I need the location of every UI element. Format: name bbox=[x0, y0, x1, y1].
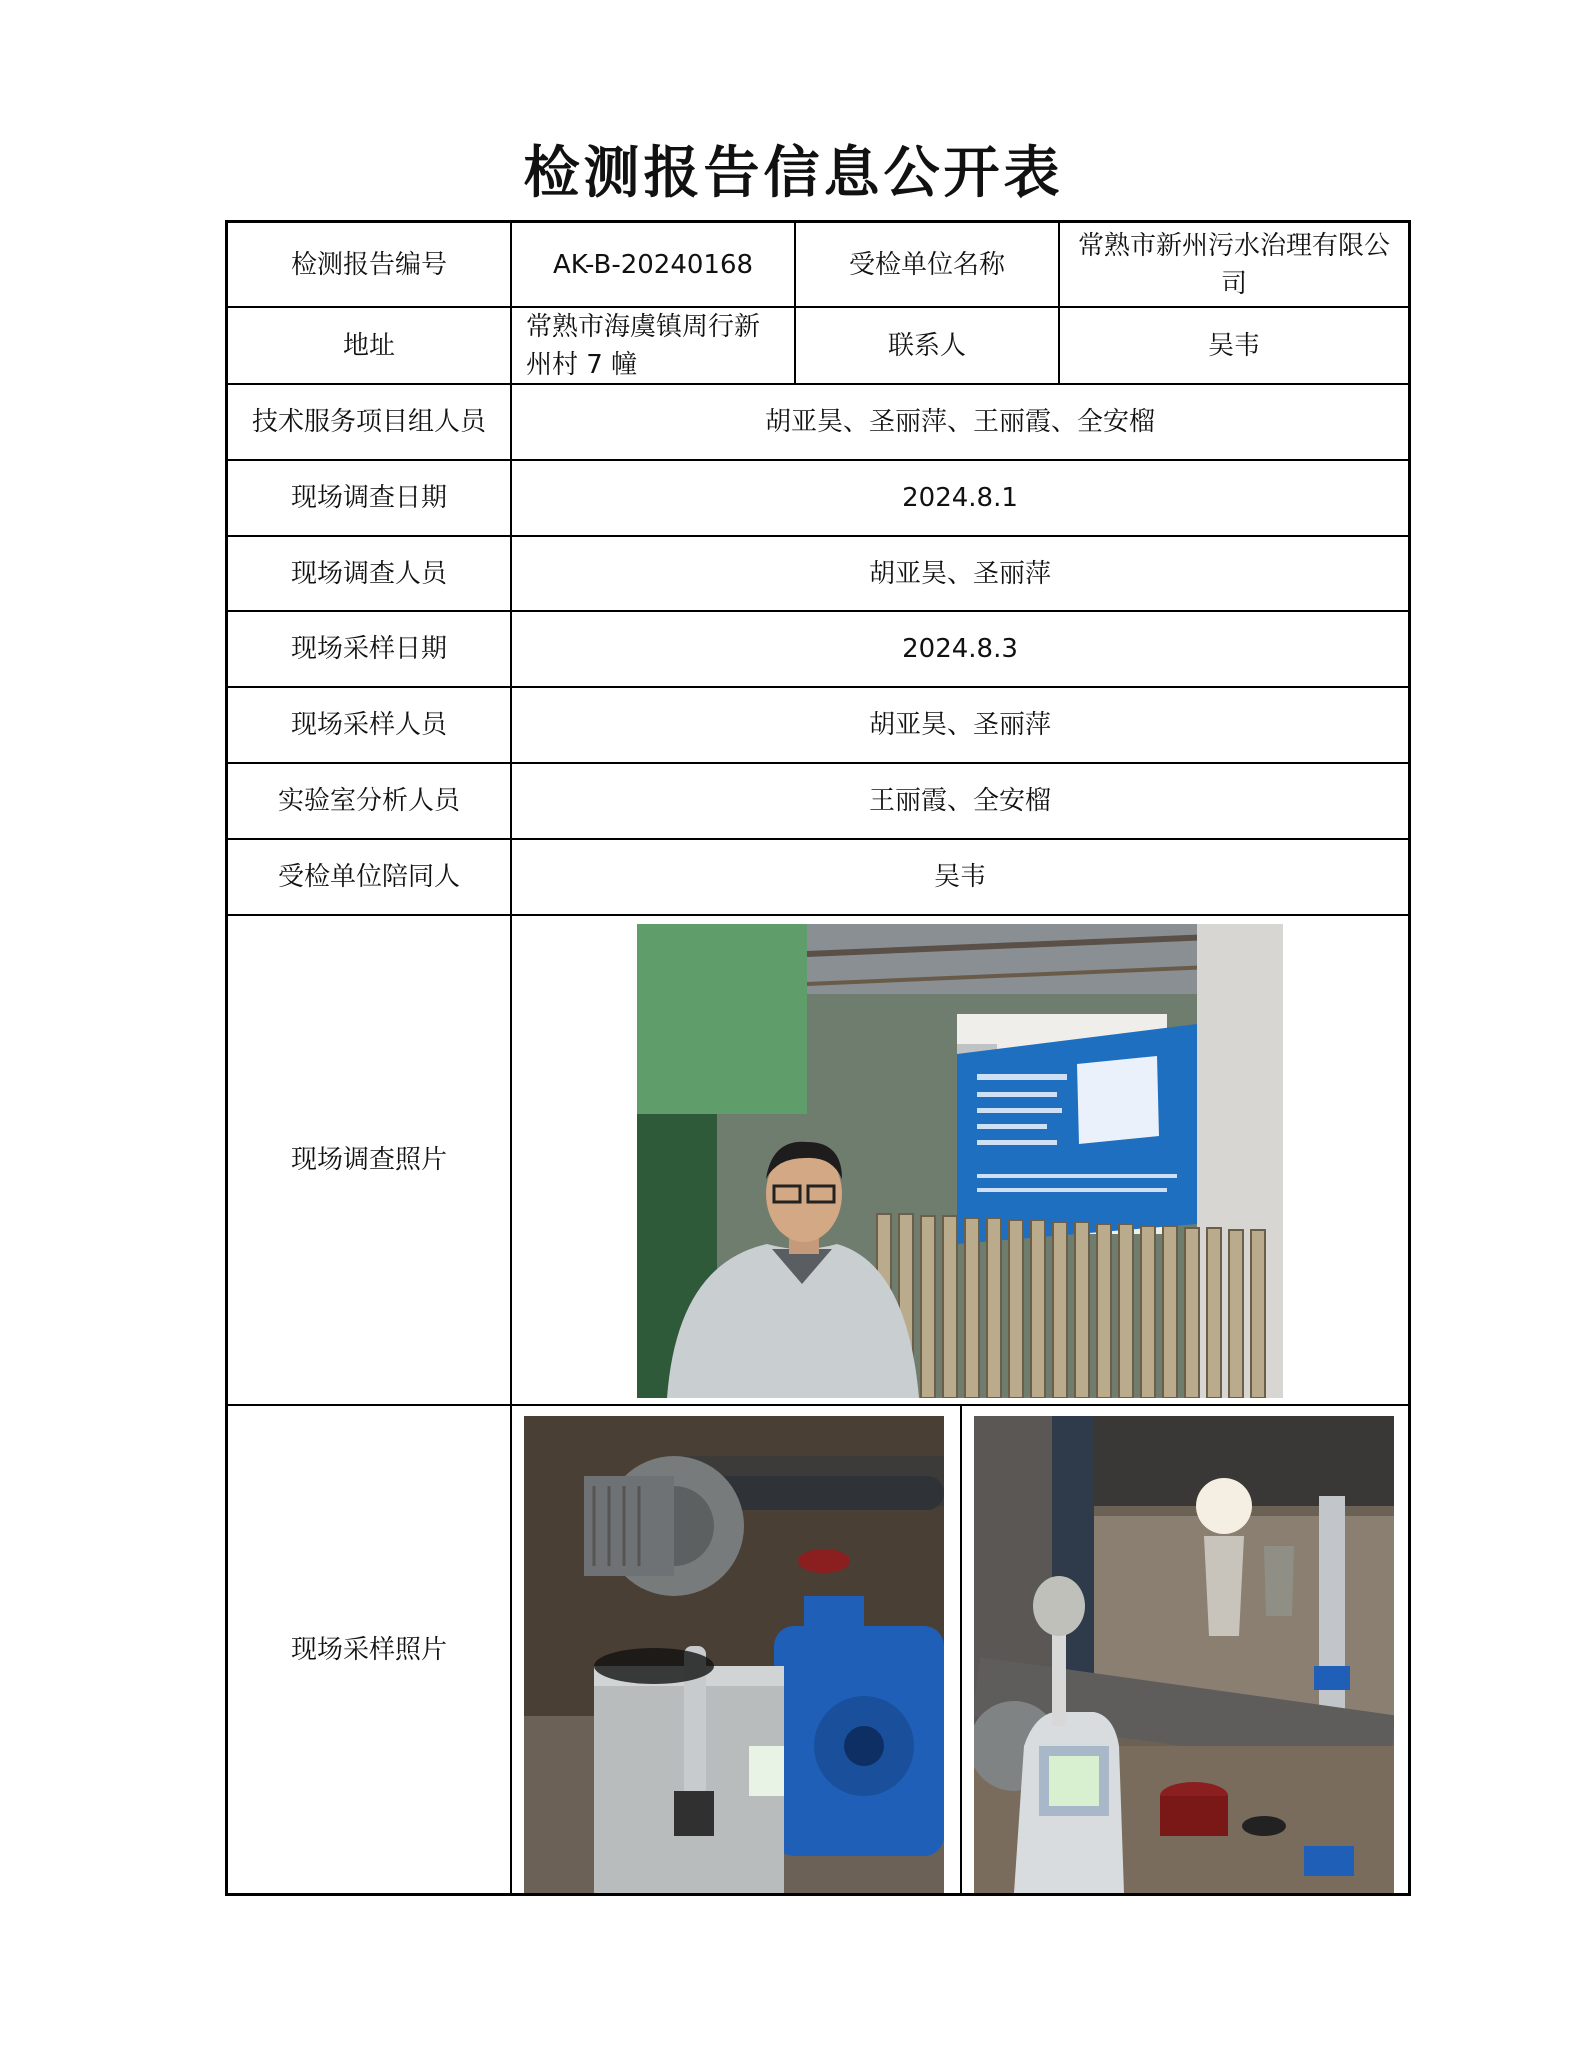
contact-value: 吴韦 bbox=[1060, 308, 1408, 385]
survey-staff-value: 胡亚昊、圣丽萍 bbox=[512, 537, 1408, 612]
address-label: 地址 bbox=[228, 308, 512, 385]
team-label: 技术服务项目组人员 bbox=[228, 385, 512, 461]
address-value: 常熟市海虞镇周行新州村 7 幢 bbox=[512, 308, 796, 385]
escort-value: 吴韦 bbox=[512, 840, 1408, 916]
survey-staff-label: 现场调查人员 bbox=[228, 537, 512, 612]
page-title: 检测报告信息公开表 bbox=[523, 141, 1064, 206]
sample-staff-label: 现场采样人员 bbox=[228, 688, 512, 764]
sample-staff-value: 胡亚昊、圣丽萍 bbox=[512, 688, 1408, 764]
team-value: 胡亚昊、圣丽萍、王丽霞、全安榴 bbox=[512, 385, 1408, 461]
sample-photo-cell-2 bbox=[962, 1406, 1408, 1893]
unit-name-label: 受检单位名称 bbox=[796, 223, 1060, 308]
report-no-label: 检测报告编号 bbox=[228, 223, 512, 308]
lab-staff-label: 实验室分析人员 bbox=[228, 764, 512, 840]
lab-staff-value: 王丽霞、全安榴 bbox=[512, 764, 1408, 840]
escort-label: 受检单位陪同人 bbox=[228, 840, 512, 916]
contact-label: 联系人 bbox=[796, 308, 1060, 385]
unit-name-value: 常熟市新州污水治理有限公司 bbox=[1060, 223, 1408, 308]
sample-photo-2 bbox=[974, 1416, 1394, 1893]
survey-date-label: 现场调查日期 bbox=[228, 461, 512, 537]
survey-date-value: 2024.8.1 bbox=[512, 461, 1408, 537]
survey-photo-label: 现场调查照片 bbox=[228, 916, 512, 1406]
report-no-value: AK-B-20240168 bbox=[512, 223, 796, 308]
sample-photo-1 bbox=[524, 1416, 944, 1893]
sample-photo-label: 现场采样照片 bbox=[228, 1406, 512, 1893]
info-table bbox=[225, 220, 1411, 1896]
survey-photo-cell bbox=[512, 916, 1408, 1406]
survey-photo bbox=[637, 924, 1283, 1398]
sample-date-value: 2024.8.3 bbox=[512, 612, 1408, 688]
sample-photo-cell-1 bbox=[512, 1406, 962, 1893]
sample-date-label: 现场采样日期 bbox=[228, 612, 512, 688]
